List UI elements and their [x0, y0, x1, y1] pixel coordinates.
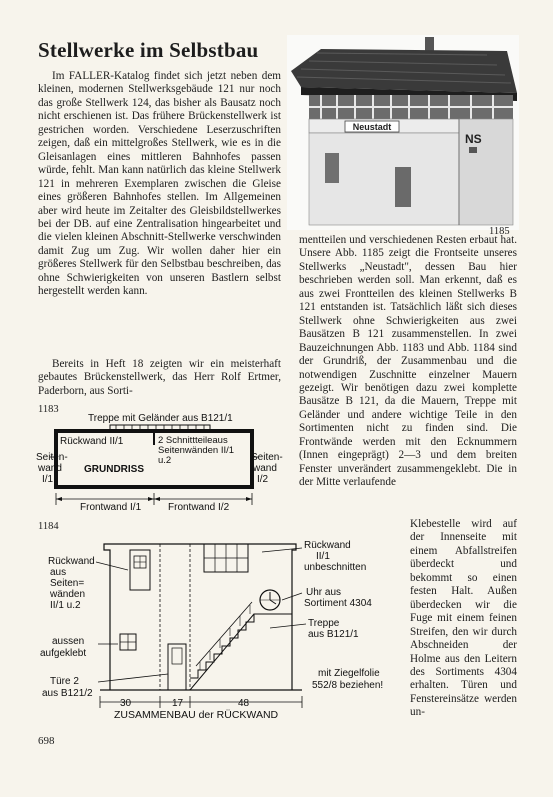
label-treppe-gelaender: Treppe mit Geländer aus B121/1: [88, 413, 233, 424]
label-aussen-a: aussen: [52, 636, 85, 647]
label-treppe-b: aus B121/1: [308, 629, 359, 640]
label-ziegelfolie-a: mit Ziegelfolie: [318, 668, 380, 679]
label-seiten-c: II/1 u.2: [50, 600, 81, 611]
dimension-17: 17: [172, 698, 184, 709]
label-uhr-b: Sortiment 4304: [304, 598, 372, 609]
label-seitenwand-left-a: Seiten-: [36, 452, 68, 463]
page-number: 698: [38, 735, 55, 747]
label-rueckwand-right-c: unbeschnitten: [304, 562, 367, 573]
label-treppe-a: Treppe: [308, 618, 340, 629]
label-rueckwand-aus-b: aus: [50, 567, 67, 578]
label-uhr-a: Uhr aus: [306, 587, 342, 598]
label-ziegelfolie-b: 552/8 beziehen!: [312, 680, 384, 691]
label-seitenwand-right-a: Seiten-: [251, 452, 283, 463]
figure-number-1184: 1184: [38, 521, 59, 532]
badge-ns: NS: [465, 132, 482, 146]
label-tuere-a: Türe 2: [50, 676, 79, 687]
article-title: Stellwerke im Selbstbau: [38, 38, 259, 62]
paragraph-fourth: Klebestelle wird auf der Innenseite mit einem Abfallstreifen überdeckt und bekommt so einen festen Halt. Außen überdecken wir die Fuge mit einem feinen Streifen, den wir durch Abschneiden der Holme aus den Leitern des Sortiments 4304 erhalten. Türen und Fenstereinsätze werden un-: [410, 518, 517, 719]
dimension-48: 48: [238, 698, 250, 709]
label-rueckwand-right-b: II/1: [316, 551, 330, 562]
label-grundriss: GRUNDRISS: [84, 464, 145, 475]
sign-neustadt: Neustadt: [352, 122, 392, 132]
dimension-30: 30: [120, 698, 132, 709]
label-seiten-b: wänden: [50, 589, 86, 600]
label-rueckwand-1183: Rückwand II/1: [60, 436, 124, 447]
paragraph-third: mentteilen und verschiedenen Resten erbaut hat. Unsere Abb. 1185 zeigt die Frontseite unseres Stellwerks „Neustadt", dessen Bau hier beschrieben werden soll. Man erkennt, daß es aus zwei Frontteilen des kleinen Stellwerks B 121 entstanden ist. Tatsächlich läßt sich dieses Stellwerk ohne Schwierigkeiten aus zwei Bausätzen B 121 zusammenstellen. In zwei Bauzeichnungen Abb. 1183 und Abb. 1184 sind der Grundriß, der Zusammenbau und die notwendigen Zuschnitte einzelner Mauern gezeigt. Wir benötigen dazu zwei komplette Bausätze B 121, da die Mauern, Treppe mit Geländer und andere wichtige Teile in den Sortimenten nicht zu finden sind. Die Frontwände werden mit den Ecknummern (Innen eingeprägt) 2—3 und dem breiten Fenster unverändert zusammengeklebt. Die in der Mitte verlaufende: [299, 234, 517, 489]
label-schnittteile: 2 Schnittteileaus Seitenwänden II/1 u.2: [158, 435, 235, 466]
label-rueckwand-aus-a: Rückwand: [48, 556, 95, 567]
label-aussen-b: aufgeklebt: [40, 648, 87, 659]
label-seitenwand-right-b: wand: [253, 463, 277, 474]
caption-zusammenbau: ZUSAMMENBAU der RÜCKWAND: [114, 709, 279, 721]
figure-number-1185: 1185: [489, 226, 510, 237]
label-frontwand-2: Frontwand I/2: [168, 502, 230, 513]
label-seitenwand-left-c: I/1: [42, 474, 54, 485]
label-tuere-b: aus B121/2: [42, 688, 93, 699]
label-seitenwand-right-c: I/2: [257, 474, 269, 485]
label-seiten-a: Seiten=: [50, 578, 85, 589]
figure-number-1183: 1183: [38, 404, 59, 415]
label-seitenwand-left-b: wand: [38, 463, 62, 474]
paragraph-intro: Im FALLER-Katalog findet sich jetzt neben dem kleinen, modernen Stellwerksgebäude 121 nur noch das große Stellwerk 124, das bisher als Bausatz noch nicht erschienen ist. Das frühere Brückenstellwerk ist gestrichen worden. Verschiedene Leserzuschriften zeigen, daß ein mittelgroßes Stellwerk, wie es in die Gleisanlagen eines mittleren Bahnhofes passen würde, fehlt. Man kann natürlich das kleine Stellwerk 121 in mehreren Exemplaren zwischen die Gleise eines größeren Bahnhofes stellen. Im Allgemeinen aber wird heute im Zeitalter des Gleisbildstellwerkes bei der DB. auf eine Zentralisation hingearbeitet und die vielen kleinen Abschnitt-Stellwerke verschwinden damit Zug um Zug. Wir wollen daher hier ein größeres Stellwerk für den Selbstbau beschreiben, das ohne Schwierigkeiten von unseren Bastlern selbst hergestellt werden kann.: [38, 70, 281, 298]
paragraph-second: Bereits in Heft 18 zeigten wir ein meisterhaft gebautes Brückenstellwerk, das Herr Rolf Ertmer, Paderborn, aus Sorti-: [38, 358, 281, 397]
label-frontwand-1: Frontwand I/1: [80, 502, 142, 513]
label-rueckwand-right-a: Rückwand: [304, 540, 351, 551]
